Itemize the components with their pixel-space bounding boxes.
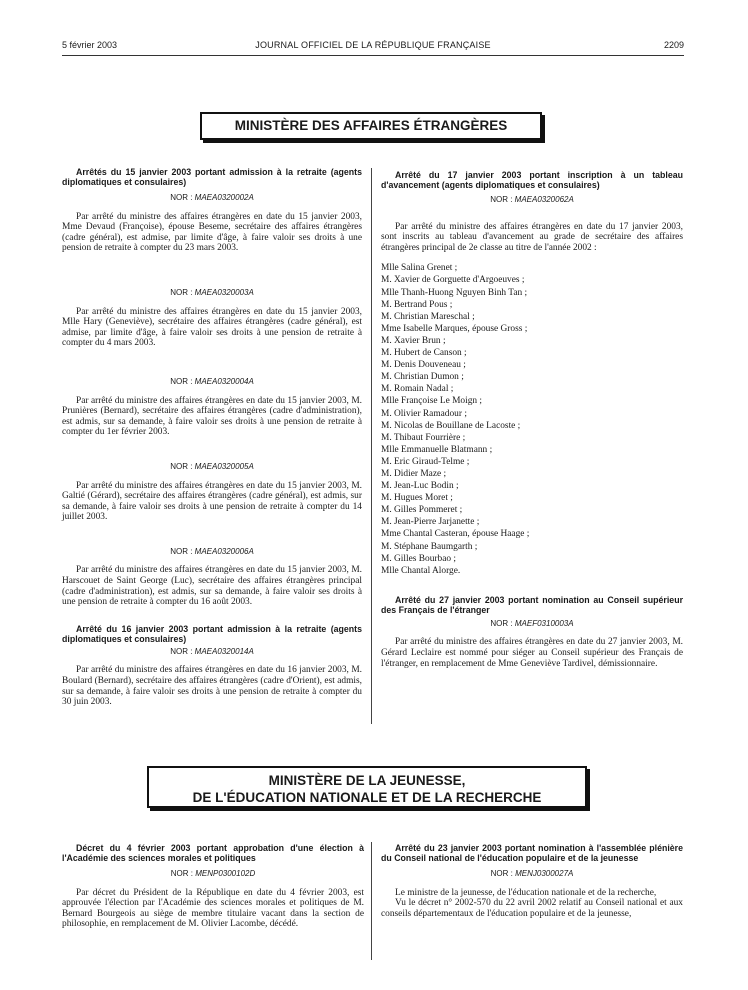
name-list-item: Mme Chantal Casteran, épouse Haage ; <box>381 529 530 540</box>
article-paragraph: Par arrêté du ministre des affaires étrangères en date du 17 janvier 2003, sont inscrits au tableau d'avancement au grade de secrétaire des affaires étrangères principal de 2e classe au titre de l'année 2002 : <box>381 221 683 253</box>
nor-label: NOR : <box>170 646 193 656</box>
running-header <box>62 40 684 54</box>
name-list-item: M. Stéphane Baumgarth ; <box>381 541 478 552</box>
article-paragraph: Par arrêté du ministre des affaires étrangères en date du 15 janvier 2003, Mlle Hary (Geneviève), secrétaire des affaires étrangères (cadre général), est admise, par limite d'âge, à faire valoir ses droits à une pension de retraite à compter du 4 mars 2003. <box>62 306 362 349</box>
name-list-item: M. Thibaut Fourrière ; <box>381 432 466 443</box>
article-paragraph: Par décret du Président de la République en date du 4 février 2003, est approuvée l'élection par l'Académie des sciences morales et politiques de M. Bernard Bourgeois au siège de membre titulaire vacant dans la section de philosophie, en remplacement de M. Olivier Lacombe, décédé. <box>62 887 364 930</box>
article-paragraph: Vu le décret n° 2002-570 du 22 avril 2002 relatif au Conseil national et aux conseils départementaux de l'éducation populaire et de la jeunesse, <box>381 898 683 919</box>
article-title: Décret du 4 février 2003 portant approbation d'une élection à l'Académie des sciences morales et politiques <box>62 843 364 863</box>
article-title: Arrêtés du 15 janvier 2003 portant admission à la retraite (agents diplomatiques et consulaires) <box>62 167 362 187</box>
name-list-item: Mme Isabelle Marques, épouse Gross ; <box>381 323 528 334</box>
nor-code: MAEA0320014A <box>194 646 254 656</box>
left-column-jeunesse <box>62 843 364 930</box>
name-list-item: M. Christian Dumon ; <box>381 372 464 383</box>
right-column-affaires-etrangeres <box>381 170 683 669</box>
nor-reference <box>62 193 362 204</box>
article-paragraph: Par arrêté du ministre des affaires étrangères en date du 15 janvier 2003, M. Harscouet de Saint George (Luc), secrétaire des affaires étrangères principal (cadre d'administration), est admis, sur sa demande, à faire valoir ses droits à une pension de retraite à compter du 16 août 2003. <box>62 565 362 608</box>
name-list-item: M. Xavier de Gorguette d'Argoeuves ; <box>381 275 525 286</box>
name-list-item: M. Olivier Ramadour ; <box>381 408 467 419</box>
nor-label: NOR : <box>170 461 193 471</box>
nor-reference <box>62 869 364 880</box>
right-column-jeunesse <box>381 843 683 919</box>
article-title: Arrêté du 17 janvier 2003 portant inscription à un tableau d'avancement (agents diplomatiques et consulaires) <box>381 170 683 190</box>
ministry-title: MINISTÈRE DES AFFAIRES ÉTRANGÈRES <box>234 118 508 133</box>
name-list-item: Mlle Françoise Le Moign ; <box>381 396 483 407</box>
nor-reference <box>62 647 362 658</box>
nor-code: MENP0300102D <box>195 869 256 878</box>
name-list-item: M. Xavier Brun ; <box>381 335 446 346</box>
name-list-item: M. Romain Nadal ; <box>381 384 454 395</box>
ministry-title-line: MINISTÈRE DE LA JEUNESSE, <box>268 773 466 788</box>
nor-code: MAEA0320003A <box>194 287 254 297</box>
column-divider <box>371 842 372 960</box>
name-list-item: M. Eric Giraud-Telme ; <box>381 456 470 467</box>
name-list-item: M. Gilles Bourbao ; <box>381 553 456 564</box>
article-paragraph: Par arrêté du ministre des affaires étrangères en date du 15 janvier 2003, M. Prunières (Bernard), secrétaire des affaires étrangères (cadre d'administration), est admis, sur sa demande, à faire valoir ses droits à une pension de retraite à compter du 1er février 2003. <box>62 395 362 438</box>
header-date: 5 février 2003 <box>62 40 118 50</box>
nor-label: NOR : <box>170 546 193 556</box>
name-list <box>381 262 683 576</box>
article-paragraph: Par arrêté du ministre des affaires étrangères en date du 15 janvier 2003, M. Galtié (Gérard), secrétaire des affaires étrangères (cadre général), est admis, sur sa demande, à faire valoir ses droits à une pension de retraite à compter du 14 juillet 2003. <box>62 480 362 523</box>
article-title: Arrêté du 23 janvier 2003 portant nomination à l'assemblée plénière du Conseil national de l'éducation populaire et de la jeunesse <box>381 843 683 863</box>
nor-code: MAEA0320006A <box>194 546 254 556</box>
nor-code: MAEA0320005A <box>194 461 254 471</box>
article-paragraph: Par arrêté du ministre des affaires étrangères en date du 15 janvier 2003, Mme Devaud (Françoise), épouse Beseme, secrétaire des affaires étrangères (cadre général), est admise, par limite d'âge, à faire valoir ses droits à une pension de retraite à compter du 23 mars 2003. <box>62 211 362 254</box>
nor-label: NOR : <box>170 287 193 297</box>
nor-code: MAEA0320062A <box>514 195 574 204</box>
article-title: Arrêté du 27 janvier 2003 portant nomination au Conseil supérieur des Français de l'étranger <box>381 594 683 615</box>
article-paragraph: Par arrêté du ministre des affaires étrangères en date du 27 janvier 2003, M. Gérard Leclaire est nommé pour siéger au Conseil supérieur des Français de l'étranger, en remplacement de Mme Geneviève Tardivel, démissionnaire. <box>381 637 683 669</box>
name-list-item: M. Hugues Moret ; <box>381 493 453 504</box>
name-list-item: Mlle Thanh-Huong Nguyen Binh Tan ; <box>381 287 528 298</box>
nor-reference <box>381 195 683 206</box>
name-list-item: M. Christian Mareschal ; <box>381 311 475 322</box>
nor-reference <box>62 547 362 558</box>
nor-label: NOR : <box>170 869 193 878</box>
header-journal-title: JOURNAL OFFICIEL DE LA RÉPUBLIQUE FRANÇAISE <box>255 40 491 50</box>
nor-reference <box>62 288 362 299</box>
nor-code: MAEA0320002A <box>194 193 254 202</box>
name-list-item: M. Gilles Pommeret ; <box>381 505 463 516</box>
nor-label: NOR : <box>490 195 513 204</box>
name-list-item: M. Bertrand Pous ; <box>381 299 453 310</box>
name-list-item: Mlle Chantal Alorge. <box>381 565 461 576</box>
nor-reference <box>381 619 683 630</box>
header-page-number: 2209 <box>663 40 684 50</box>
ministry-title-line: DE L'ÉDUCATION NATIONALE ET DE LA RECHERCHE <box>192 790 542 805</box>
nor-code: MAEA0320004A <box>194 376 254 386</box>
name-list-item: Mlle Salina Grenet ; <box>381 263 458 274</box>
nor-label: NOR : <box>490 618 513 628</box>
name-list-item: M. Jean-Pierre Jarjanette ; <box>381 517 480 528</box>
article-paragraph: Par arrêté du ministre des affaires étrangères en date du 16 janvier 2003, M. Boulard (Bernard), secrétaire des affaires étrangères (cadre d'Orient), est admis, sur sa demande, à faire valoir ses droits à une pension de retraite à compter du 30 juin 2003. <box>62 665 362 708</box>
nor-reference <box>62 377 362 388</box>
column-divider <box>371 168 372 724</box>
nor-reference <box>381 869 683 880</box>
name-list-item: M. Jean-Luc Bodin ; <box>381 481 459 492</box>
name-list-item: M. Nicolas de Bouillane de Lacoste ; <box>381 420 521 431</box>
nor-code: MENJ0300027A <box>515 869 574 878</box>
header-rule <box>62 55 684 56</box>
name-list-item: M. Didier Maze ; <box>381 468 447 479</box>
name-list-item: M. Hubert de Canson ; <box>381 348 467 359</box>
article-paragraph: Le ministre de la jeunesse, de l'éducation nationale et de la recherche, <box>395 887 657 898</box>
left-column-affaires-etrangeres <box>62 167 362 708</box>
nor-label: NOR : <box>170 193 193 202</box>
article-title: Arrêté du 16 janvier 2003 portant admission à la retraite (agents diplomatiques et consulaires) <box>62 623 362 644</box>
ministry-heading-affaires-etrangeres <box>200 112 542 140</box>
nor-label: NOR : <box>170 376 193 386</box>
name-list-item: M. Denis Douveneau ; <box>381 360 466 371</box>
ministry-heading-jeunesse-education <box>147 766 587 808</box>
nor-reference <box>62 462 362 473</box>
nor-code: MAEF0310003A <box>514 618 574 628</box>
name-list-item: Mlle Emmanuelle Blatmann ; <box>381 444 493 455</box>
nor-label: NOR : <box>490 869 513 878</box>
